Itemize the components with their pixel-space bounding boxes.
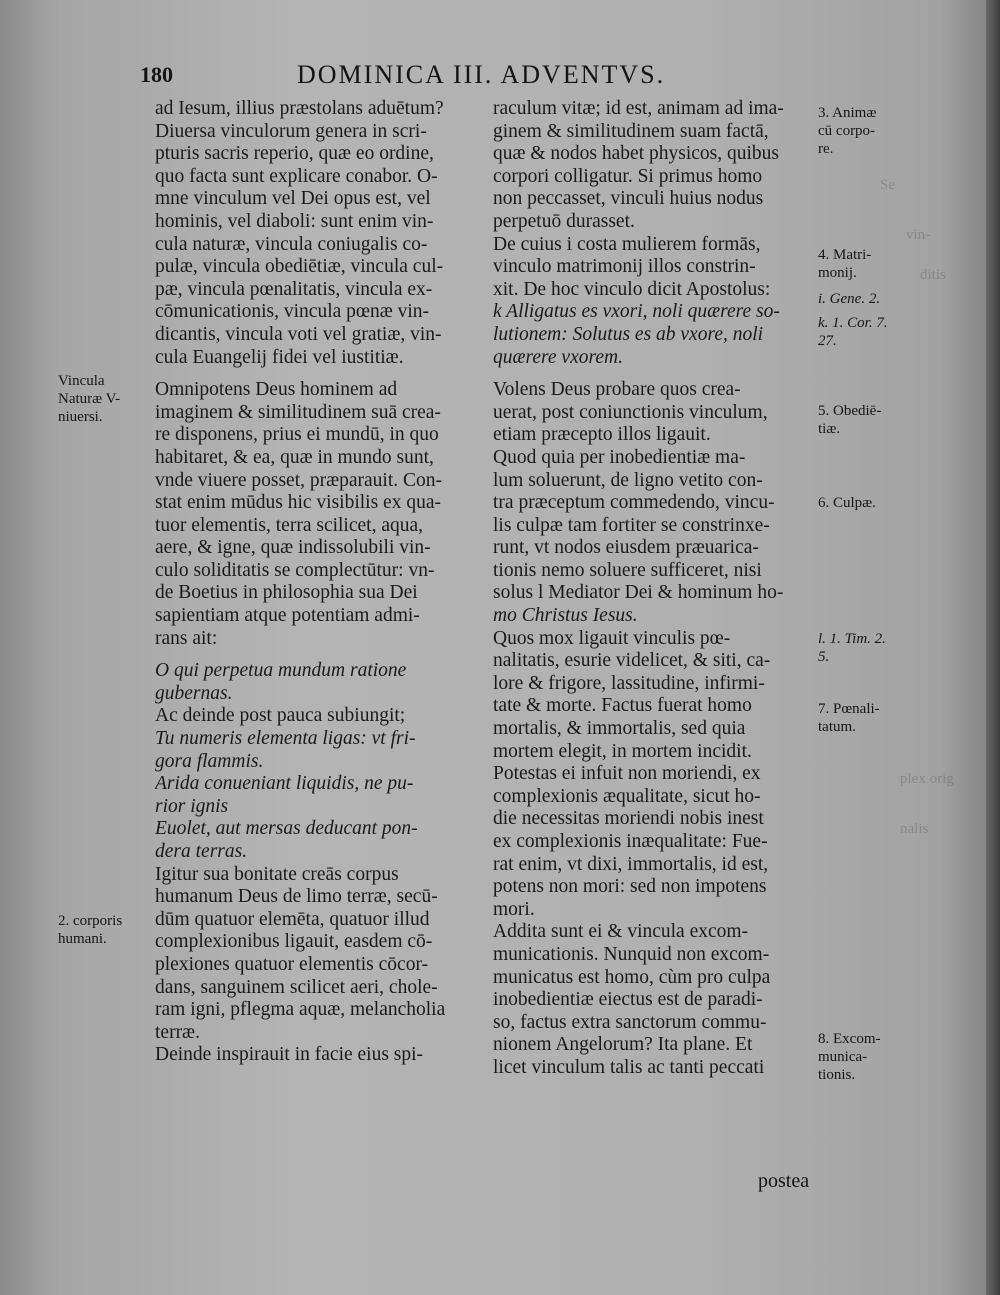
- margin-note-line: Naturæ V-: [58, 391, 121, 407]
- text-line: de Boetius in philosophia sua Dei: [155, 582, 418, 604]
- margin-note-matrimonij: [818, 246, 871, 282]
- text-line: Quod quia per inobedientiæ ma-: [493, 446, 746, 468]
- text-line: complexionibus ligauit, easdem cō-: [155, 931, 433, 953]
- margin-note-line: munica-: [818, 1049, 868, 1065]
- margin-note-line: 27.: [818, 333, 837, 349]
- text-line: habitaret, & ea, quæ in mundo sunt,: [155, 446, 434, 468]
- text-line: nionem Angelorum? Ita plane. Et: [493, 1034, 753, 1056]
- text-line: Deinde inspirauit in facie eius spi-: [155, 1044, 424, 1066]
- bleed-through-text: vin-: [906, 227, 931, 243]
- text-line: raculum vitæ; id est, animam ad ima-: [493, 98, 784, 119]
- text-line: lutionem: Solutus es ab vxore, noli: [493, 323, 764, 345]
- text-line: ram igni, pflegma aquæ, melancholia: [155, 999, 446, 1021]
- text-line: tuor elementis, terra scilicet, aqua,: [155, 514, 424, 536]
- margin-note-poenalitatum: [818, 700, 880, 736]
- text-line: dera terras.: [155, 841, 248, 862]
- bleed-through-text: nalis: [900, 821, 929, 837]
- text-line: plexiones quatuor elementis cōcor-: [155, 953, 429, 975]
- text-line: pæ, vincula pœnalitatis, vincula ex-: [155, 278, 433, 300]
- margin-note-line: 6. Culpæ.: [818, 495, 876, 511]
- text-line: perpetuō durasset.: [493, 210, 635, 232]
- text-line: ad Iesum, illius præstolans aduētum?: [155, 98, 444, 119]
- text-line: Arida conueniant liquidis, ne pu-: [155, 773, 414, 795]
- text-line: uerat, post coniunctionis vinculum,: [493, 401, 768, 423]
- text-line: hominis, vel diaboli: sunt enim vin-: [155, 210, 434, 232]
- text-line: so, factus extra sanctorum commu-: [493, 1011, 767, 1033]
- margin-note-vincula-naturae: [58, 372, 120, 426]
- margin-note-line: 7. Pœnali-: [818, 701, 880, 717]
- text-line: tate & morte. Factus fuerat homo: [493, 695, 752, 717]
- margin-note-line: k. 1. Cor. 7.: [818, 315, 888, 331]
- text-line: tra præceptum commedendo, vincu-: [493, 492, 775, 514]
- text-line: ginem & similitudinem suam factā,: [493, 120, 769, 142]
- text-line: k Alligatus es vxori, noli quærere so-: [493, 301, 780, 323]
- text-line: Euolet, aut mersas deducant pon-: [155, 818, 418, 840]
- margin-note-ref-tim: [818, 630, 886, 666]
- text-line: mortalis, & immortalis, sed quia: [493, 718, 746, 740]
- text-line: solus l Mediator Dei & hominum ho-: [493, 582, 784, 604]
- margin-note-line: niuersi.: [58, 409, 103, 425]
- text-line: municatus est homo, cùm pro culpa: [493, 966, 771, 988]
- margin-note-ref-cor: [818, 314, 888, 350]
- bleed-through-text: plex orig: [900, 771, 954, 787]
- text-line: corpori colligatur. Si primus homo: [493, 165, 763, 187]
- text-line: Igitur sua bonitate creās corpus: [155, 863, 399, 885]
- text-line: pulæ, vincula obediētiæ, vincula cul-: [155, 256, 444, 278]
- margin-note-excommunicationis: [818, 1030, 880, 1084]
- page-number: 180: [140, 62, 173, 87]
- text-line: quærere vxorem.: [493, 346, 623, 368]
- margin-note-culpae: [818, 494, 876, 512]
- text-line: [155, 650, 485, 660]
- margin-note-line: i. Gene. 2.: [818, 291, 881, 307]
- text-line: terræ.: [155, 1021, 200, 1043]
- text-line: runt, vt nodos eiusdem præuarica-: [493, 537, 759, 559]
- text-line: rior ignis: [155, 795, 229, 817]
- text-line: Quos mox ligauit vinculis pœ-: [493, 627, 731, 649]
- margin-note-line: cū corpo-: [818, 123, 876, 139]
- margin-note-line: re.: [818, 141, 834, 157]
- text-line: Volens Deus probare quos crea-: [493, 379, 741, 401]
- margin-note-line: tiæ.: [818, 421, 841, 437]
- margin-note-line: tionis.: [818, 1067, 856, 1083]
- text-line: quo facta sunt explicare conabor. O-: [155, 165, 438, 187]
- text-line: gora flammis.: [155, 750, 264, 772]
- catchword: postea: [758, 1170, 810, 1192]
- margin-note-line: 8. Excom-: [818, 1031, 881, 1047]
- margin-note-line: humani.: [58, 931, 107, 947]
- right-text-column: [493, 98, 823, 1080]
- text-line: tionis nemo soluere sufficeret, nisi: [493, 559, 762, 581]
- text-line: quæ & nodos habet physicos, quibus: [493, 143, 779, 165]
- margin-note-line: l. 1. Tim. 2.: [818, 631, 886, 647]
- text-line: lum soluerunt, de ligno vetito con-: [493, 469, 763, 491]
- text-line: Potestas ei infuit non moriendi, ex: [493, 763, 761, 785]
- text-line: cōmunicationis, vincula pœnæ vin-: [155, 301, 430, 323]
- text-line: etiam præcepto illos ligauit.: [493, 424, 711, 446]
- text-line: dans, sanguinem scilicet aeri, chole-: [155, 976, 438, 998]
- page-header: [140, 58, 680, 92]
- page-edge-shadow: [986, 0, 1000, 1295]
- margin-note-line: 5.: [818, 649, 830, 665]
- text-line: non peccasset, vinculi huius nodus: [493, 188, 764, 210]
- margin-note-line: Vincula: [58, 373, 105, 389]
- text-line: cula naturæ, vincula coniugalis co-: [155, 233, 428, 255]
- text-line: sapientiam atque potentiam admi-: [155, 605, 420, 627]
- margin-note-line: monij.: [818, 265, 857, 281]
- text-line: Addita sunt ei & vincula excom-: [493, 921, 749, 943]
- text-line: [493, 369, 823, 379]
- text-line: lis culpæ tam fortiter se constrinxe-: [493, 514, 770, 536]
- text-line: pturis sacris reperio, quæ eo ordine,: [155, 143, 434, 165]
- margin-note-ref-gene: [818, 290, 880, 308]
- text-line: humanum Deus de limo terræ, secū-: [155, 886, 438, 908]
- text-line: nalitatis, esurie videlicet, & siti, ca-: [493, 650, 771, 672]
- text-line: Diuersa vinculorum genera in scri-: [155, 120, 427, 142]
- text-line: mo Christus Iesus.: [493, 605, 638, 627]
- text-line: Tu numeris elementa ligas: vt fri-: [155, 728, 416, 750]
- text-line: [155, 369, 485, 379]
- margin-note-line: 3. Animæ: [818, 105, 877, 121]
- text-line: lore & frigore, lassitudine, infirmi-: [493, 672, 765, 694]
- text-line: ex complexionis inæqualitate: Fue-: [493, 831, 768, 852]
- text-line: vnde viuere posset, præparauit. Con-: [155, 469, 443, 491]
- margin-note-corporis-humani: [58, 912, 122, 948]
- text-line: municationis. Nunquid non excom-: [493, 943, 770, 965]
- margin-note-line: 5. Obediē-: [818, 403, 882, 419]
- text-line: O qui perpetua mundum ratione: [155, 660, 407, 682]
- text-line: imaginem & similitudinem suā crea-: [155, 401, 441, 423]
- text-line: xit. De hoc vinculo dicit Apostolus:: [493, 278, 771, 300]
- bleed-through-text: Se: [880, 177, 895, 193]
- text-line: potens non mori: sed non impotens: [493, 876, 767, 898]
- text-line: complexionis æqualitate, sicut ho-: [493, 785, 761, 807]
- margin-note-line: 4. Matri-: [818, 247, 872, 263]
- text-line: rat enim, vt dixi, immortalis, id est,: [493, 853, 769, 875]
- text-line: rans ait:: [155, 627, 218, 649]
- text-line: die necessitas moriendi nobis inest: [493, 808, 764, 830]
- text-line: vinculo matrimonij illos constrin-: [493, 256, 756, 278]
- text-line: Omnipotens Deus hominem ad: [155, 379, 398, 401]
- text-line: stat enim mūdus hic visibilis ex qua-: [155, 492, 441, 514]
- text-line: dūm quatuor elemēta, quatuor illud: [155, 908, 430, 930]
- bleed-through-text: ditis: [920, 267, 946, 283]
- margin-note-animae: [818, 104, 876, 158]
- text-line: aere, & igne, quæ indissolubili vin-: [155, 537, 431, 559]
- text-line: mne vinculum vel Dei opus est, vel: [155, 188, 431, 210]
- text-line: cula Euangelij fidei vel iustitiæ.: [155, 346, 404, 368]
- text-line: culo soliditatis se complectūtur: vn-: [155, 559, 435, 581]
- text-line: gubernas.: [155, 682, 233, 704]
- text-line: re disponens, prius ei mundū, in quo: [155, 424, 439, 446]
- left-text-column: [155, 98, 485, 1067]
- text-line: Ac deinde post pauca subiungit;: [155, 705, 406, 727]
- running-head: DOMINICA III. ADVENTVS.: [297, 60, 666, 89]
- margin-note-obedientiae: [818, 402, 881, 438]
- text-line: mortem elegit, in mortem incidit.: [493, 740, 752, 762]
- text-line: dicantis, vincula voti vel gratiæ, vin-: [155, 323, 442, 345]
- margin-note-line: 2. corporis: [58, 913, 123, 929]
- margin-note-line: tatum.: [818, 719, 856, 735]
- text-line: inobedientiæ eiectus est de paradi-: [493, 989, 763, 1011]
- text-line: De cuius i costa mulierem formās,: [493, 233, 761, 255]
- text-line: licet vinculum talis ac tanti peccati: [493, 1056, 765, 1078]
- text-line: mori.: [493, 898, 535, 920]
